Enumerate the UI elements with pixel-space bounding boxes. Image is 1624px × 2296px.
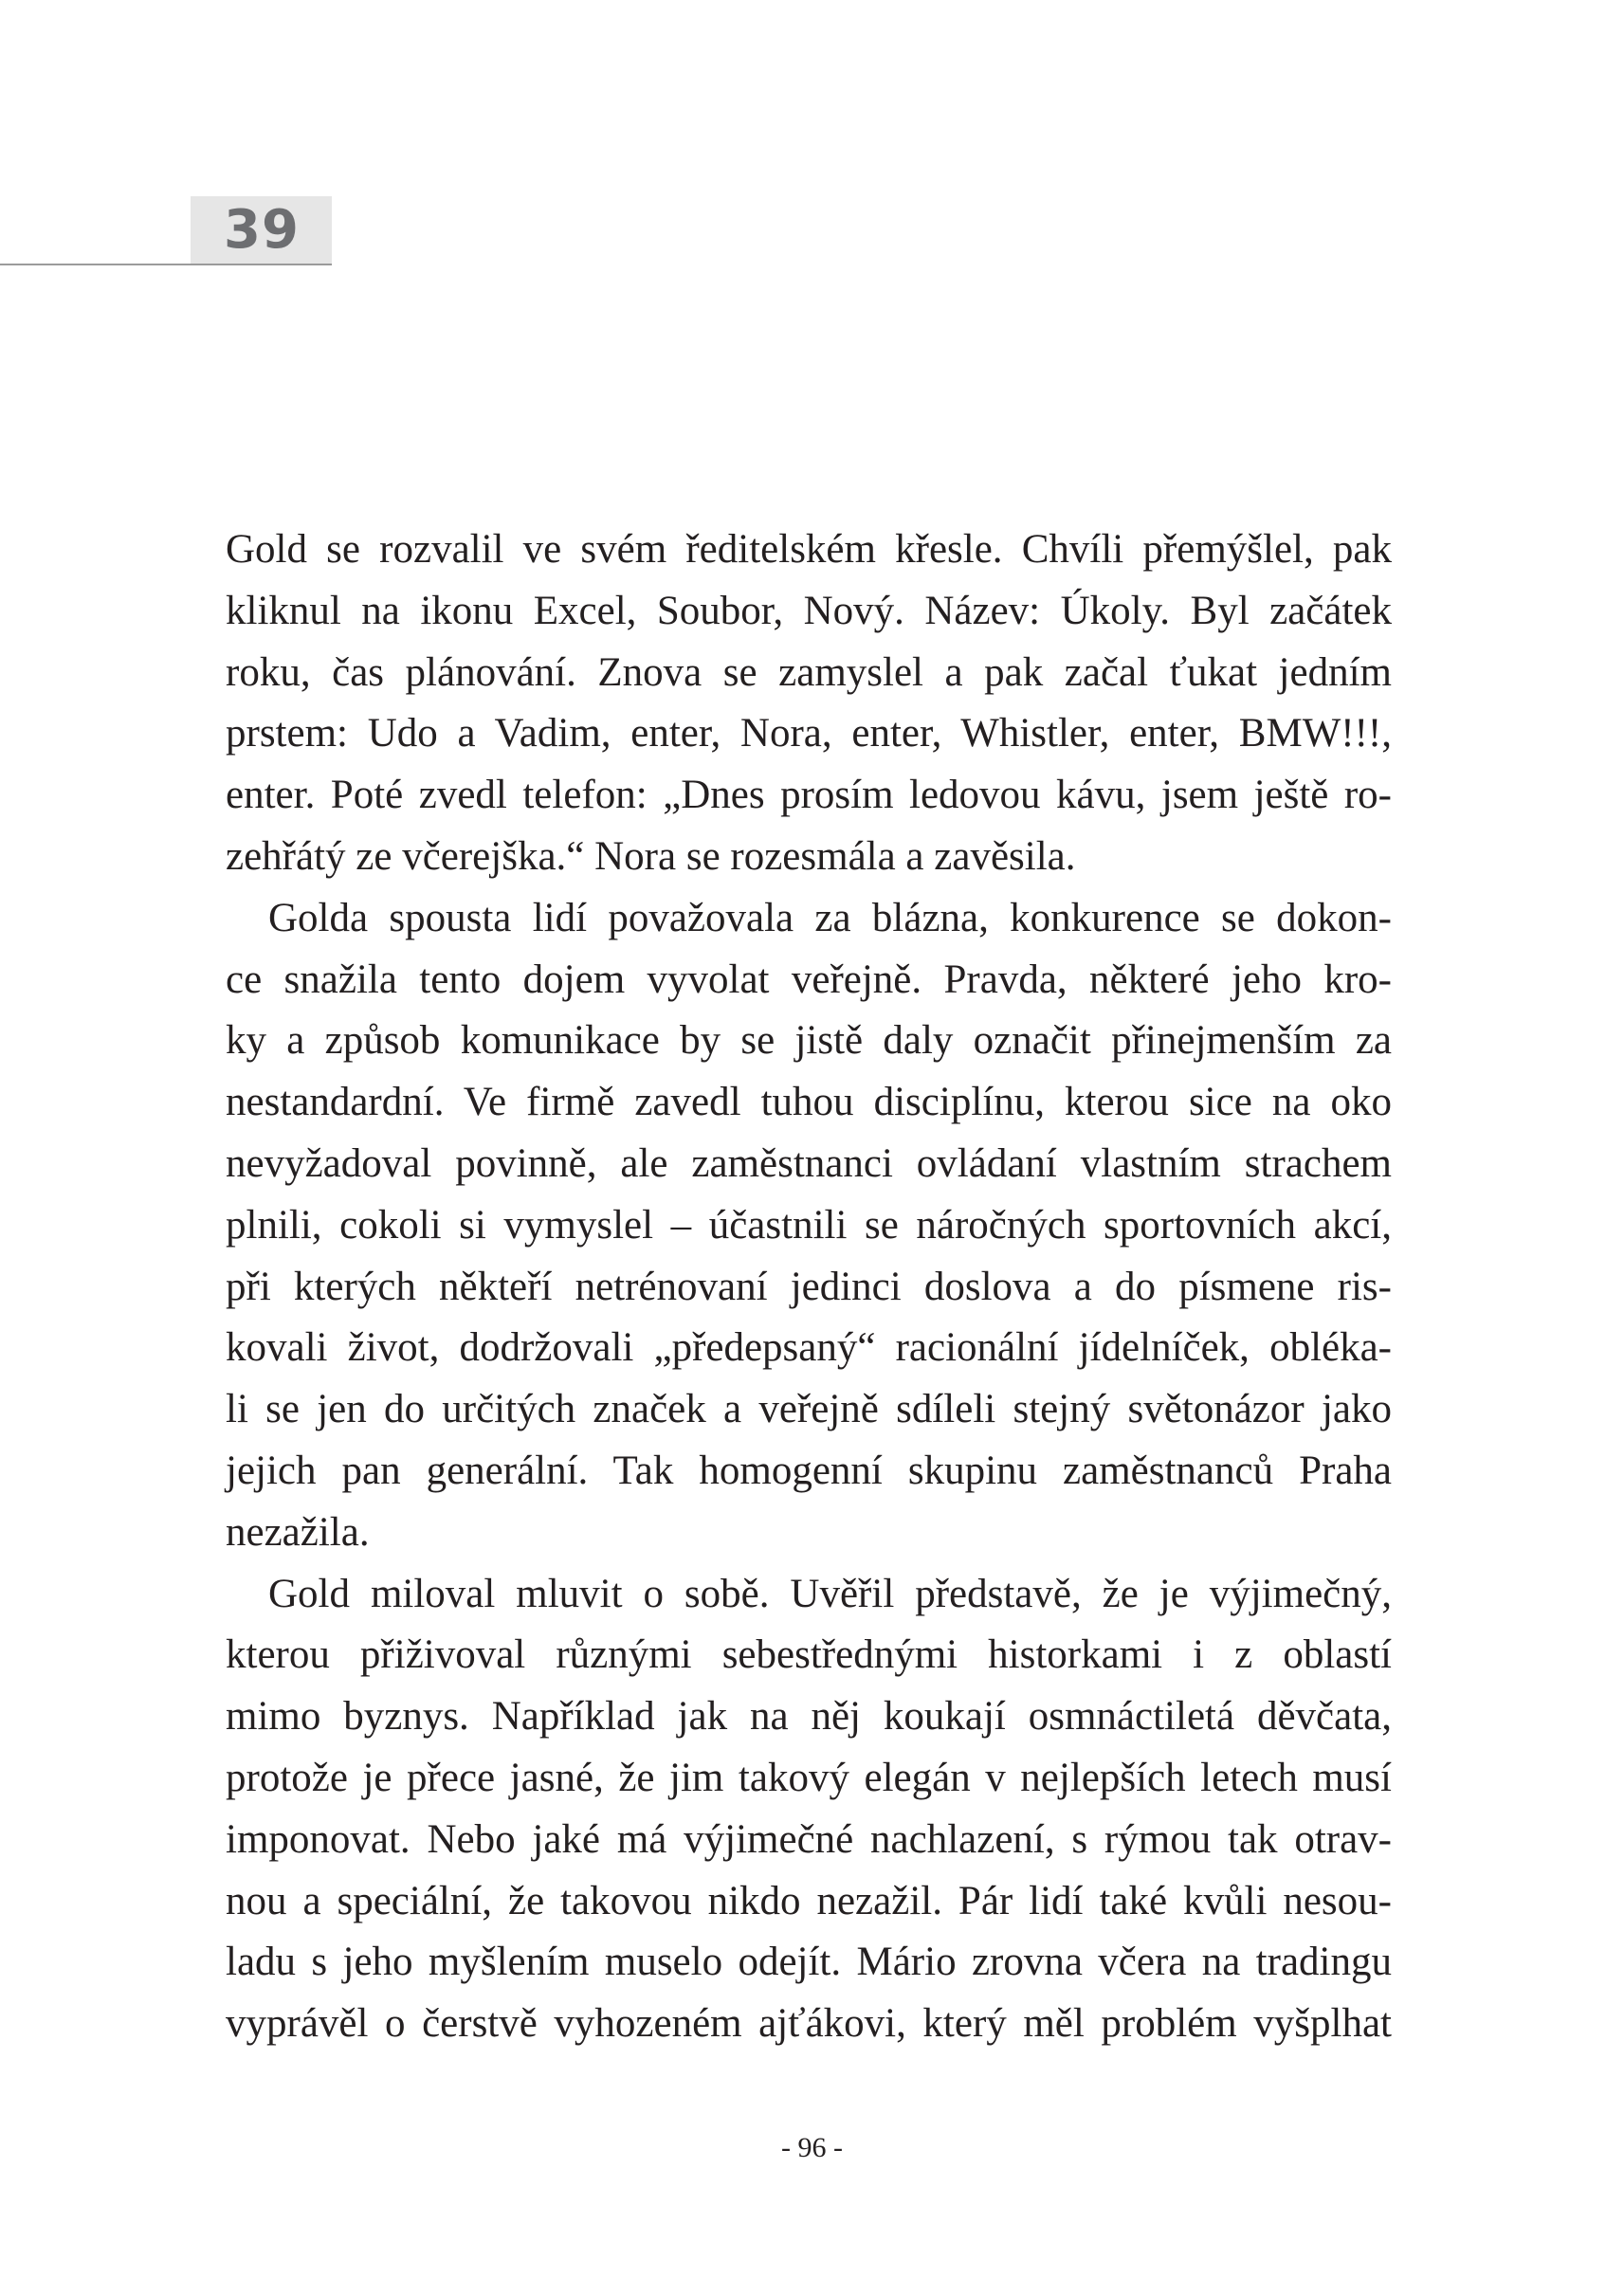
text-line: při kterých někteří netrénovaní jedinci doslova a do písmene ris-	[226, 1264, 1392, 1309]
chapter-number: 39	[224, 199, 300, 261]
text-line: kterou přiživoval různými sebestřednými historkami i z oblastí	[226, 1632, 1392, 1678]
text-line: roku, čas plánování. Znova se zamyslel a pak začal ťukat jedním	[226, 649, 1392, 695]
paragraph-1	[226, 519, 1392, 888]
text-line: Gold miloval mluvit o sobě. Uvěřil představě, že je výjimečný,	[268, 1571, 1392, 1616]
text-line: li se jen do určitých značek a veřejně sdíleli stejný světonázor jako	[226, 1387, 1392, 1432]
text-line: mimo byznys. Například jak na něj koukají osmnáctiletá děvčata,	[226, 1694, 1392, 1740]
text-line: Golda spousta lidí považovala za blázna, konkurence se dokon-	[268, 895, 1392, 940]
text-line: kliknul na ikonu Excel, Soubor, Nový. Název: Úkoly. Byl začátek	[226, 588, 1392, 633]
text-line: ky a způsob komunikace by se jistě daly označit přinejmenším za	[226, 1018, 1392, 1064]
chapter-rule	[0, 264, 332, 265]
text-line: nou a speciální, že takovou nikdo nezažil. Pár lidí také kvůli nesou-	[226, 1878, 1392, 1923]
text-line: nezažila.	[226, 1509, 370, 1555]
text-line: imponovat. Nebo jaké má výjimečné nachlazení, s rýmou tak otrav-	[226, 1816, 1392, 1862]
text-line: vyprávěl o čerstvě vyhozeném ajťákovi, který měl problém vyšplhat	[226, 2001, 1392, 2047]
text-line: Gold se rozvalil ve svém ředitelském křesle. Chvíli přemýšlel, pak	[226, 527, 1392, 572]
text-line: plnili, cokoli si vymyslel – účastnili se náročných sportovních akcí,	[226, 1202, 1392, 1248]
text-line: protože je přece jasné, že jim takový elegán v nejlepších letech musí	[226, 1755, 1392, 1800]
page-number: - 96 -	[781, 2132, 843, 2163]
paragraph-2	[226, 888, 1392, 1564]
text-line: enter. Poté zvedl telefon: „Dnes prosím ledovou kávu, jsem ještě ro-	[226, 773, 1392, 818]
text-line: zehřátý ze včerejška.“ Nora se rozesmála a zavěsila.	[226, 833, 1076, 879]
text-line: ladu s jeho myšlením muselo odejít. Mário zrovna včera na tradingu	[226, 1940, 1392, 1985]
text-line: ce snažila tento dojem vyvolat veřejně. Pravda, některé jeho kro-	[226, 957, 1392, 1002]
text-line: nevyžadoval povinně, ale zaměstnanci ovládaní vlastním strachem	[226, 1140, 1392, 1186]
text-line: nestandardní. Ve firmě zavedl tuhou disciplínu, kterou sice na oko	[226, 1080, 1392, 1125]
paragraph-3	[226, 1564, 1392, 2055]
text-line: kovali život, dodržovali „předepsaný“ racionální jídelníček, obléka-	[226, 1325, 1392, 1371]
body-text	[226, 519, 1392, 2055]
text-line: jejich pan generální. Tak homogenní skupinu zaměstnanců Praha	[226, 1448, 1392, 1493]
text-line: prstem: Udo a Vadim, enter, Nora, enter, Whistler, enter, BMW!!!,	[226, 711, 1392, 756]
